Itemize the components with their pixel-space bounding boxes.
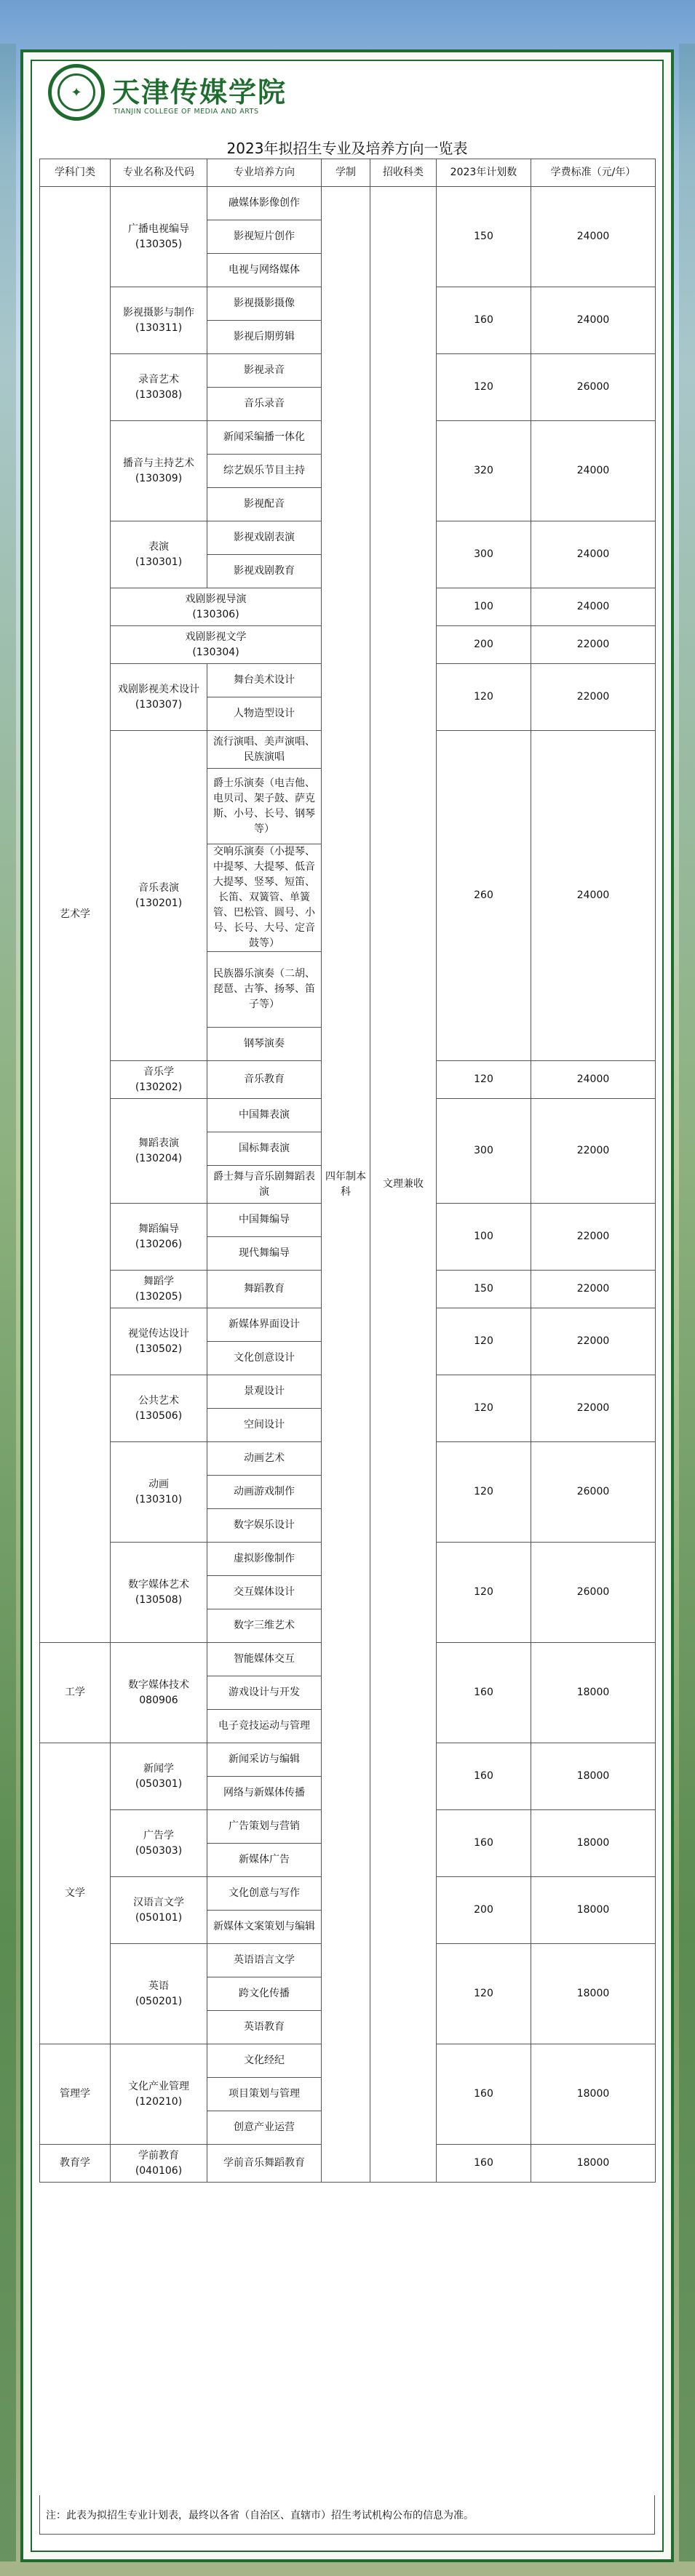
direction-cell: 数字娱乐设计 bbox=[207, 1509, 322, 1543]
header-fee: 学费标准（元/年） bbox=[531, 159, 656, 187]
direction-cell: 英语教育 bbox=[207, 2011, 322, 2044]
direction-cell: 融媒体影像创作 bbox=[207, 187, 322, 220]
direction-cell: 电子竞技运动与管理 bbox=[207, 1710, 322, 1743]
plan-cell: 200 bbox=[437, 626, 531, 664]
major-cell: 广告学 (050303) bbox=[111, 1810, 207, 1877]
direction-cell: 中国舞表演 bbox=[207, 1099, 322, 1132]
direction-cell: 交互媒体设计 bbox=[207, 1576, 322, 1609]
enrollment-table bbox=[39, 159, 656, 2183]
major-cell: 文化产业管理 (120210) bbox=[111, 2044, 207, 2145]
category-cell: 文学 bbox=[40, 1743, 111, 2044]
direction-cell: 动画游戏制作 bbox=[207, 1476, 322, 1509]
fee-cell: 26000 bbox=[531, 354, 656, 421]
plan-cell: 160 bbox=[437, 2044, 531, 2145]
major-cell: 播音与主持艺术 (130309) bbox=[111, 421, 207, 521]
direction-cell: 游戏设计与开发 bbox=[207, 1676, 322, 1710]
direction-cell: 文化创意设计 bbox=[207, 1342, 322, 1375]
header-major: 专业名称及代码 bbox=[111, 159, 207, 187]
major-cell: 戏剧影视文学 (130304) bbox=[111, 626, 322, 664]
major-cell: 学前教育 (040106) bbox=[111, 2145, 207, 2183]
major-cell: 舞蹈表演 (130204) bbox=[111, 1099, 207, 1204]
fee-cell: 18000 bbox=[531, 2145, 656, 2183]
direction-cell: 新媒体广告 bbox=[207, 1844, 322, 1877]
right-decoration bbox=[679, 44, 695, 2561]
direction-cell: 文化创意与写作 bbox=[207, 1877, 322, 1911]
major-cell: 影视摄影与制作 (130311) bbox=[111, 287, 207, 354]
plan-cell: 160 bbox=[437, 1810, 531, 1877]
school-header bbox=[25, 64, 287, 134]
fee-cell: 24000 bbox=[531, 287, 656, 354]
fee-cell: 22000 bbox=[531, 1375, 656, 1442]
category-cell: 工学 bbox=[40, 1643, 111, 1743]
direction-cell: 爵士乐演奏（电吉他、电贝司、架子鼓、萨克斯、小号、长号、钢琴等） bbox=[207, 769, 322, 844]
header-xuezhi: 学制 bbox=[322, 159, 370, 187]
plan-cell: 120 bbox=[437, 1543, 531, 1643]
school-name-en: TIANJIN COLLEGE OF MEDIA AND ARTS bbox=[114, 108, 259, 116]
fee-cell: 22000 bbox=[531, 626, 656, 664]
fee-cell: 18000 bbox=[531, 1877, 656, 1944]
category-cell: 教育学 bbox=[40, 2145, 111, 2183]
table-body bbox=[40, 187, 656, 2183]
direction-cell: 动画艺术 bbox=[207, 1442, 322, 1476]
school-name-cn: 天津传媒学院 bbox=[112, 76, 287, 108]
plan-cell: 160 bbox=[437, 287, 531, 354]
direction-cell: 现代舞编导 bbox=[207, 1237, 322, 1271]
fee-cell: 24000 bbox=[531, 731, 656, 1061]
plan-cell: 150 bbox=[437, 1271, 531, 1308]
major-cell: 舞蹈编导 (130206) bbox=[111, 1204, 207, 1271]
fee-cell: 24000 bbox=[531, 521, 656, 588]
plan-cell: 120 bbox=[437, 1944, 531, 2044]
table-row bbox=[40, 187, 656, 220]
plan-cell: 120 bbox=[437, 1442, 531, 1543]
fee-cell: 18000 bbox=[531, 1944, 656, 2044]
fee-cell: 24000 bbox=[531, 1061, 656, 1099]
plan-cell: 150 bbox=[437, 187, 531, 287]
major-cell: 音乐表演 (130201) bbox=[111, 731, 207, 1061]
major-cell: 数字媒体技术 080906 bbox=[111, 1643, 207, 1743]
fee-cell: 24000 bbox=[531, 187, 656, 287]
direction-cell: 新媒体文案策划与编辑 bbox=[207, 1911, 322, 1944]
direction-cell: 影视录音 bbox=[207, 354, 322, 388]
direction-cell: 影视短片创作 bbox=[207, 220, 322, 254]
major-cell: 广播电视编导 (130305) bbox=[111, 187, 207, 287]
fee-cell: 22000 bbox=[531, 1204, 656, 1271]
fee-cell: 22000 bbox=[531, 1308, 656, 1375]
direction-cell: 创意产业运营 bbox=[207, 2111, 322, 2145]
direction-cell: 爵士舞与音乐剧舞蹈表演 bbox=[207, 1166, 322, 1204]
plan-cell: 120 bbox=[437, 1061, 531, 1099]
direction-cell: 交响乐演奏（小提琴、中提琴、大提琴、低音大提琴、竖琴、短笛、长笛、双簧管、单簧管、巴松管、圆号、小号、长号、大号、定音鼓等） bbox=[207, 844, 322, 952]
major-cell: 公共艺术 (130506) bbox=[111, 1375, 207, 1442]
fee-cell: 18000 bbox=[531, 1810, 656, 1877]
plan-cell: 260 bbox=[437, 731, 531, 1061]
direction-cell: 空间设计 bbox=[207, 1409, 322, 1442]
header-category: 学科门类 bbox=[40, 159, 111, 187]
plan-cell: 100 bbox=[437, 1204, 531, 1271]
page-title: 2023年拟招生专业及培养方向一览表 bbox=[226, 140, 468, 157]
direction-cell: 景观设计 bbox=[207, 1375, 322, 1409]
direction-cell: 文化经纪 bbox=[207, 2044, 322, 2078]
major-cell: 新闻学 (050301) bbox=[111, 1743, 207, 1810]
major-cell: 汉语言文学 (050101) bbox=[111, 1877, 207, 1944]
kelei-cell: 文理兼收 bbox=[370, 187, 437, 2183]
direction-cell: 跨文化传播 bbox=[207, 1977, 322, 2011]
direction-cell: 综艺娱乐节目主持 bbox=[207, 455, 322, 488]
major-cell: 视觉传达设计 (130502) bbox=[111, 1308, 207, 1375]
direction-cell: 新媒体界面设计 bbox=[207, 1308, 322, 1342]
direction-cell: 舞台美术设计 bbox=[207, 664, 322, 697]
major-cell: 舞蹈学 (130205) bbox=[111, 1271, 207, 1308]
plan-cell: 120 bbox=[437, 1375, 531, 1442]
plan-cell: 160 bbox=[437, 1643, 531, 1743]
plan-cell: 300 bbox=[437, 521, 531, 588]
category-cell: 艺术学 bbox=[40, 187, 111, 1643]
category-cell: 管理学 bbox=[40, 2044, 111, 2145]
major-cell: 英语 (050201) bbox=[111, 1944, 207, 2044]
fee-cell: 26000 bbox=[531, 1442, 656, 1543]
direction-cell: 项目策划与管理 bbox=[207, 2078, 322, 2111]
direction-cell: 流行演唱、美声演唱、民族演唱 bbox=[207, 731, 322, 769]
major-cell: 音乐学 (130202) bbox=[111, 1061, 207, 1099]
major-cell: 录音艺术 (130308) bbox=[111, 354, 207, 421]
major-cell: 动画 (130310) bbox=[111, 1442, 207, 1543]
fee-cell: 18000 bbox=[531, 1743, 656, 1810]
major-cell: 戏剧影视导演 (130306) bbox=[111, 588, 322, 626]
direction-cell: 学前音乐舞蹈教育 bbox=[207, 2145, 322, 2183]
direction-cell: 人物造型设计 bbox=[207, 697, 322, 731]
plan-cell: 320 bbox=[437, 421, 531, 521]
direction-cell: 舞蹈教育 bbox=[207, 1271, 322, 1308]
fee-cell: 22000 bbox=[531, 664, 656, 731]
fee-cell: 22000 bbox=[531, 1271, 656, 1308]
school-logo-icon: ✦ bbox=[48, 64, 105, 121]
fee-cell: 18000 bbox=[531, 2044, 656, 2145]
direction-cell: 影视配音 bbox=[207, 488, 322, 521]
header-plan: 2023年计划数 bbox=[437, 159, 531, 187]
direction-cell: 音乐教育 bbox=[207, 1061, 322, 1099]
fee-cell: 22000 bbox=[531, 1099, 656, 1204]
xuezhi-cell: 四年制本科 bbox=[322, 187, 370, 2183]
fee-cell: 24000 bbox=[531, 588, 656, 626]
header-direction: 专业培养方向 bbox=[207, 159, 322, 187]
direction-cell: 新闻采访与编辑 bbox=[207, 1743, 322, 1777]
direction-cell: 国标舞表演 bbox=[207, 1132, 322, 1166]
fee-cell: 26000 bbox=[531, 1543, 656, 1643]
direction-cell: 广告策划与营销 bbox=[207, 1810, 322, 1844]
plan-cell: 160 bbox=[437, 1743, 531, 1810]
plan-cell: 160 bbox=[437, 2145, 531, 2183]
plan-cell: 100 bbox=[437, 588, 531, 626]
direction-cell: 影视后期剪辑 bbox=[207, 321, 322, 354]
plan-cell: 120 bbox=[437, 664, 531, 731]
direction-cell: 音乐录音 bbox=[207, 388, 322, 421]
direction-cell: 新闻采编播一体化 bbox=[207, 421, 322, 455]
table-header-row bbox=[40, 159, 656, 187]
direction-cell: 数字三维艺术 bbox=[207, 1609, 322, 1643]
direction-cell: 电视与网络媒体 bbox=[207, 254, 322, 287]
direction-cell: 智能媒体交互 bbox=[207, 1643, 322, 1676]
header-kelei: 招收科类 bbox=[370, 159, 437, 187]
direction-cell: 中国舞编导 bbox=[207, 1204, 322, 1237]
direction-cell: 网络与新媒体传播 bbox=[207, 1777, 322, 1810]
plan-cell: 300 bbox=[437, 1099, 531, 1204]
left-decoration bbox=[0, 44, 16, 2561]
major-cell: 表演 (130301) bbox=[111, 521, 207, 588]
direction-cell: 影视戏剧表演 bbox=[207, 521, 322, 555]
major-cell: 戏剧影视美术设计 (130307) bbox=[111, 664, 207, 731]
direction-cell: 影视戏剧教育 bbox=[207, 555, 322, 588]
direction-cell: 影视摄影摄像 bbox=[207, 287, 322, 321]
fee-cell: 24000 bbox=[531, 421, 656, 521]
direction-cell: 钢琴演奏 bbox=[207, 1028, 322, 1061]
direction-cell: 民族器乐演奏（二胡、琵琶、古筝、扬琴、笛子等） bbox=[207, 952, 322, 1028]
plan-cell: 120 bbox=[437, 354, 531, 421]
direction-cell: 英语语言文学 bbox=[207, 1944, 322, 1977]
table-note: 注：此表为拟招生专业计划表，最终以各省（自治区、直辖市）招生考试机构公布的信息为准。 bbox=[39, 2495, 655, 2535]
direction-cell: 虚拟影像制作 bbox=[207, 1543, 322, 1576]
fee-cell: 18000 bbox=[531, 1643, 656, 1743]
plan-cell: 200 bbox=[437, 1877, 531, 1944]
plan-cell: 120 bbox=[437, 1308, 531, 1375]
major-cell: 数字媒体艺术 (130508) bbox=[111, 1543, 207, 1643]
